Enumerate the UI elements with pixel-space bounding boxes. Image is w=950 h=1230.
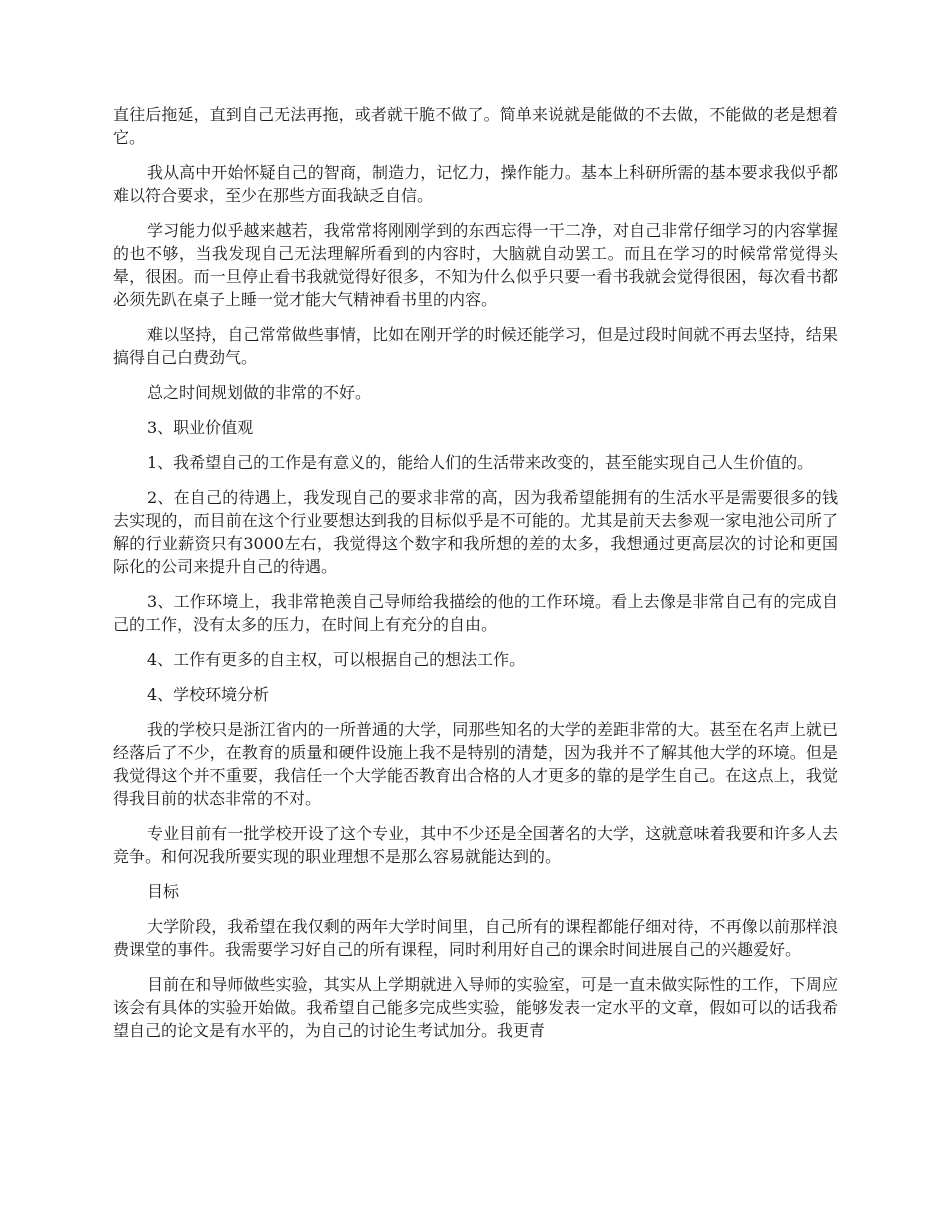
paragraph-learning-ability: 学习能力似乎越来越若，我常常将刚刚学到的东西忘得一干二净，对自己非常仔细学习的内容掌握的也不够，当我发现自己无法理解所看到的内容时，大脑就自动罢工。而且在学习的时候常常觉得头晕，很困。而一旦停止看书我就觉得好很多，不知为什么似乎只要一看书我就会觉得很困，每次看书都必须先趴在桌子上睡一觉才能大气精神看书里的内容。 xyxy=(113,221,838,309)
paragraph-value-autonomy: 4、工作有更多的自主权，可以根据自己的想法工作。 xyxy=(147,650,526,669)
heading-career-values: 3、职业价值观 xyxy=(147,418,254,437)
paragraph-goal-experiments: 目前在和导师做些实验，其实从上学期就进入导师的实验室，可是一直未做实际性的工作，下周应该会有具体的实验开始做。我希望自己能多完成些实验，能够发表一定水平的文章，假如可以的话我希望自己的论文是有水平的，为自己的讨论生考试加分。我更青 xyxy=(113,975,838,1040)
paragraph-value-salary: 2、在自己的待遇上，我发现自己的要求非常的高，因为我希望能拥有的生活水平是需要很多的钱去实现的，而目前在这个行业要想达到我的目标似乎是不可能的。尤其是前天去参观一家电池公司所了解的行业薪资只有3000左右，我觉得这个数字和我所想的差的太多，我想通过更高层次的讨论和更国际化的公司来提升自己的待遇。 xyxy=(113,488,838,576)
paragraph-major-competition: 专业目前有一批学校开设了这个专业，其中不少还是全国著名的大学，这就意味着我要和许多人去竞争。和何况我所要实现的职业理想不是那么容易就能达到的。 xyxy=(113,824,838,866)
paragraph-time-planning: 总之时间规划做的非常的不好。 xyxy=(147,383,372,402)
paragraph-value-meaning: 1、我希望自己的工作是有意义的，能给人们的生活带来改变的，甚至能实现自己人生价值的。 xyxy=(147,453,814,472)
heading-school-analysis: 4、学校环境分析 xyxy=(147,685,270,704)
paragraph-school-gap: 我的学校只是浙江省内的一所普通的大学，同那些知名的大学的差距非常的大。甚至在名声上就已经落后了不少，在教育的质量和硬件设施上我不是特别的清楚，因为我并不了解其他大学的环境。但是我觉得这个并不重要，我信任一个大学能否教育出合格的人才更多的靠的是学生自己。在这点上，我觉得我目前的状态非常的不对。 xyxy=(113,720,838,808)
paragraph-persistence: 难以坚持，自己常常做些事情，比如在刚开学的时候还能学习，但是过段时间就不再去坚持，结果搞得自己白费劲气。 xyxy=(113,325,838,367)
heading-goals: 目标 xyxy=(147,882,180,901)
paragraph-goal-courses: 大学阶段，我希望在我仅剩的两年大学时间里，自己所有的课程都能仔细对待，不再像以前那样浪费课堂的事件。我需要学习好自己的所有课程，同时利用好自己的课余时间进展自己的兴趣爱好。 xyxy=(113,917,838,959)
document-page xyxy=(113,103,838,1054)
paragraph-procrastination-end: 直往后拖延，直到自己无法再拖，或者就干脆不做了。简单来说就是能做的不去做，不能做的老是想着它。 xyxy=(113,105,838,147)
paragraph-self-doubt: 我从高中开始怀疑自己的智商，制造力，记忆力，操作能力。基本上科研所需的基本要求我似乎都难以符合要求，至少在那些方面我缺乏自信。 xyxy=(113,163,838,205)
paragraph-value-environment: 3、工作环境上，我非常艳羡自己导师给我描绘的他的工作环境。看上去像是非常自己有的完成自己的工作，没有太多的压力，在时间上有充分的自由。 xyxy=(113,592,838,634)
